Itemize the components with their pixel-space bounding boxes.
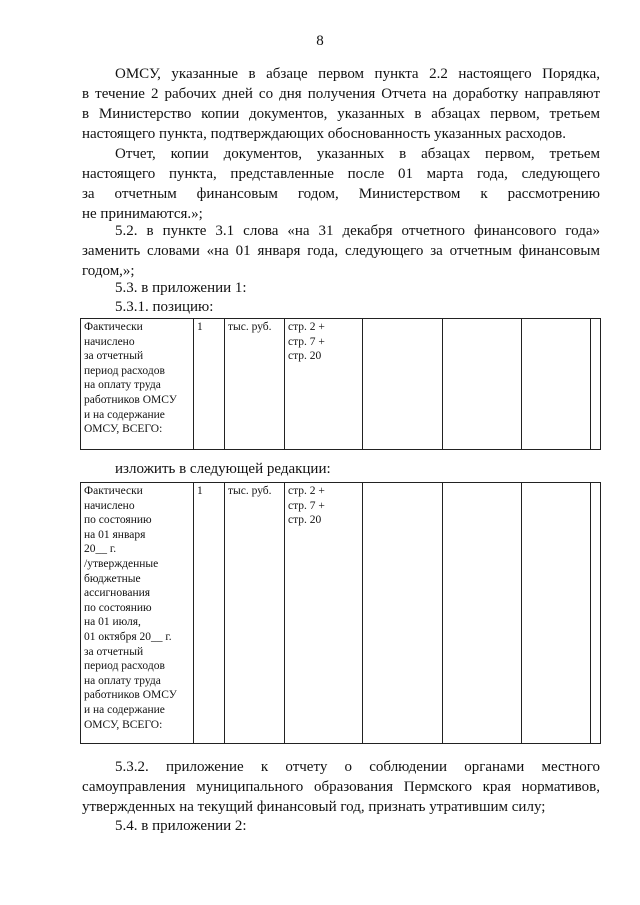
table-cell-empty xyxy=(443,483,522,744)
text-line: 5.3.1. позицию: xyxy=(115,299,214,315)
text-line: ОМСУ, указанные в абзаце первом пункта 2.2 настоящего Порядка, xyxy=(115,66,600,82)
table-cell-empty xyxy=(591,483,601,744)
text-line: в течение 2 рабочих дней со дня получения Отчета на доработку направляют xyxy=(82,86,600,102)
cell-line: стр. 2 + xyxy=(288,321,325,333)
cell-line: на оплату труда xyxy=(84,674,161,687)
cell-line: Фактически xyxy=(84,485,143,497)
cell-line: начислено xyxy=(84,335,135,348)
table-cell-unit: тыс. руб. xyxy=(225,483,285,744)
table-cell-ref xyxy=(285,319,363,450)
cell-line: работников ОМСУ xyxy=(84,393,177,406)
cell-line: /утвержденные xyxy=(84,557,159,570)
cell-line: стр. 2 + xyxy=(288,485,325,497)
cell-line: 01 октября 20__ г. xyxy=(84,630,172,643)
text-line: утвержденных на текущий финансовый год, признать утратившим силу; xyxy=(82,799,546,815)
table-cell-ref xyxy=(285,483,363,744)
paragraph-report-deadline xyxy=(82,144,600,224)
text-line: за отчетным финансовым годом, Министерством к рассмотрению xyxy=(82,186,600,202)
cell-line: стр. 7 + xyxy=(288,499,325,512)
table-cell-code: 1 xyxy=(194,483,225,744)
cell-line: период расходов xyxy=(84,364,165,377)
text-line: годом,»; xyxy=(82,263,135,279)
text-line: заменить словами «на 01 января года, следующего за отчетным финансовым xyxy=(82,243,600,259)
cell-line: и на содержание xyxy=(84,408,165,421)
page-number: 8 xyxy=(316,33,324,49)
cell-line: на 01 июля, xyxy=(84,616,141,629)
table-cell-name xyxy=(81,483,194,744)
cell-line: и на содержание xyxy=(84,703,165,716)
table-row xyxy=(81,483,601,744)
cell-line: за отчетный xyxy=(84,350,144,363)
table-cell-empty xyxy=(443,319,522,450)
text-line: настоящего пункта, подтверждающих обоснованность указанных расходов. xyxy=(82,126,566,142)
paragraph-omsu-docs xyxy=(82,64,600,144)
cell-line: ассигнования xyxy=(84,587,151,600)
cell-line: на оплату труда xyxy=(84,379,161,392)
paragraph-5-3-2 xyxy=(82,757,600,817)
paragraph-5-3-1 xyxy=(82,297,600,317)
text-line: 5.3. в приложении 1: xyxy=(115,280,247,296)
text-line: в Министерство копии документов, указанных в абзацах первом, третьем xyxy=(82,106,600,122)
text-line: не принимаются.»; xyxy=(82,206,203,222)
cell-line: бюджетные xyxy=(84,572,141,585)
table-cell-empty xyxy=(522,319,591,450)
position-table-old xyxy=(80,318,601,450)
cell-line: по состоянию xyxy=(84,601,152,614)
text-line: настоящего пункта, представленные после 01 марта года, следующего xyxy=(82,166,600,182)
cell-line: 20__ г. xyxy=(84,543,117,556)
text-line: Отчет, копии документов, указанных в абзацах первом, третьем xyxy=(115,146,600,162)
table-cell-empty xyxy=(363,483,443,744)
cell-line: стр. 20 xyxy=(288,350,322,363)
table-cell-empty xyxy=(591,319,601,450)
cell-line: работников ОМСУ xyxy=(84,689,177,702)
paragraph-new-edition xyxy=(82,459,600,479)
cell-line: стр. 20 xyxy=(288,514,322,527)
paragraph-5-3 xyxy=(82,278,600,298)
table-cell-empty xyxy=(522,483,591,744)
table-cell-code: 1 xyxy=(194,319,225,450)
table-row xyxy=(81,319,601,450)
cell-line: ОМСУ, ВСЕГО: xyxy=(84,423,163,436)
cell-line: за отчетный xyxy=(84,645,144,658)
text-line: 5.2. в пункте 3.1 слова «на 31 декабря отчетного финансового года» xyxy=(115,223,600,239)
text-line: 5.4. в приложении 2: xyxy=(115,818,247,834)
paragraph-5-2 xyxy=(82,221,600,281)
cell-line: Фактически xyxy=(84,321,143,333)
cell-line: стр. 7 + xyxy=(288,335,325,348)
text-line: самоуправления муниципального образования Пермского края нормативов, xyxy=(82,779,600,795)
table-cell-name xyxy=(81,319,194,450)
position-table-new xyxy=(80,482,601,744)
text-line: изложить в следующей редакции: xyxy=(115,461,331,477)
text-line: 5.3.2. приложение к отчету о соблюдении органами местного xyxy=(115,759,600,775)
table-cell-empty xyxy=(363,319,443,450)
paragraph-5-4 xyxy=(82,816,600,836)
cell-line: на 01 января xyxy=(84,528,146,541)
cell-line: период расходов xyxy=(84,660,165,673)
cell-line: начислено xyxy=(84,499,135,512)
cell-line: по состоянию xyxy=(84,514,152,527)
cell-line: ОМСУ, ВСЕГО: xyxy=(84,718,163,731)
table-cell-unit: тыс. руб. xyxy=(225,319,285,450)
